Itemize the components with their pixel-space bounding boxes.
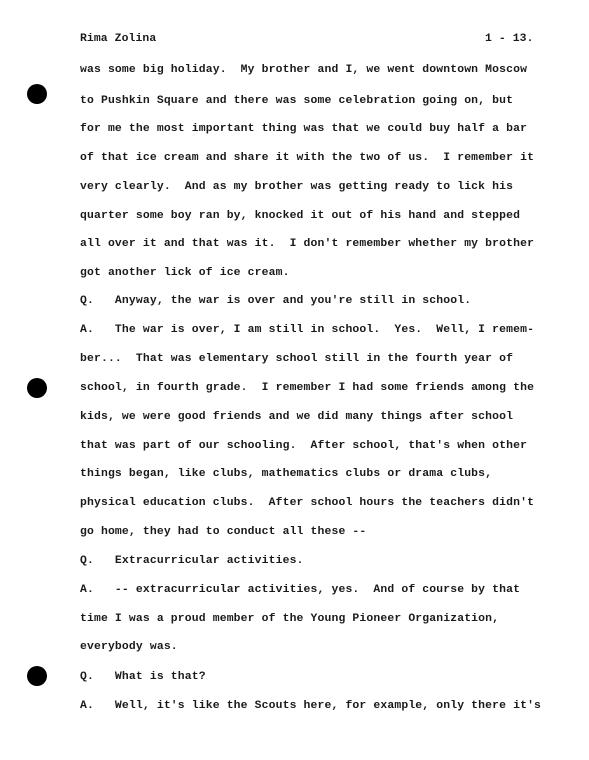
text-line: to Pushkin Square and there was some celebration going on, but	[80, 95, 514, 107]
punch-hole	[27, 666, 47, 686]
text-line: ber... That was elementary school still in the fourth year of	[80, 353, 514, 365]
text-line: that was part of our schooling. After school, that's when other	[80, 440, 528, 452]
text-line: all over it and that was it. I don't remember whether my brother	[80, 238, 535, 250]
text-line: things began, like clubs, mathematics clubs or drama clubs,	[80, 468, 493, 480]
text-line: go home, they had to conduct all these --	[80, 526, 367, 538]
page-number: 1 - 13.	[485, 33, 534, 45]
header-name: Rima Zolina	[80, 33, 157, 45]
text-line: for me the most important thing was that we could buy half a bar	[80, 123, 528, 135]
question-line: Q. Anyway, the war is over and you're still in school.	[80, 295, 472, 307]
punch-hole	[27, 84, 47, 104]
text-line: got another lick of ice cream.	[80, 267, 290, 279]
text-line: kids, we were good friends and we did many things after school	[80, 411, 514, 423]
text-line: very clearly. And as my brother was getting ready to lick his	[80, 181, 514, 193]
text-line: quarter some boy ran by, knocked it out of his hand and stepped	[80, 210, 521, 222]
text-line: was some big holiday. My brother and I, we went downtown Moscow	[80, 64, 528, 76]
text-line: physical education clubs. After school hours the teachers didn't	[80, 497, 535, 509]
question-line: Q. Extracurricular activities.	[80, 555, 304, 567]
text-line: school, in fourth grade. I remember I had some friends among the	[80, 382, 535, 394]
punch-hole	[27, 378, 47, 398]
question-line: Q. What is that?	[80, 671, 206, 683]
text-line: time I was a proud member of the Young Pioneer Organization,	[80, 613, 500, 625]
answer-line: A. Well, it's like the Scouts here, for example, only there it's	[80, 700, 542, 712]
text-line: everybody was.	[80, 641, 178, 653]
answer-line: A. The war is over, I am still in school. Yes. Well, I remem-	[80, 324, 535, 336]
text-line: of that ice cream and share it with the two of us. I remember it	[80, 152, 535, 164]
answer-line: A. -- extracurricular activities, yes. And of course by that	[80, 584, 521, 596]
